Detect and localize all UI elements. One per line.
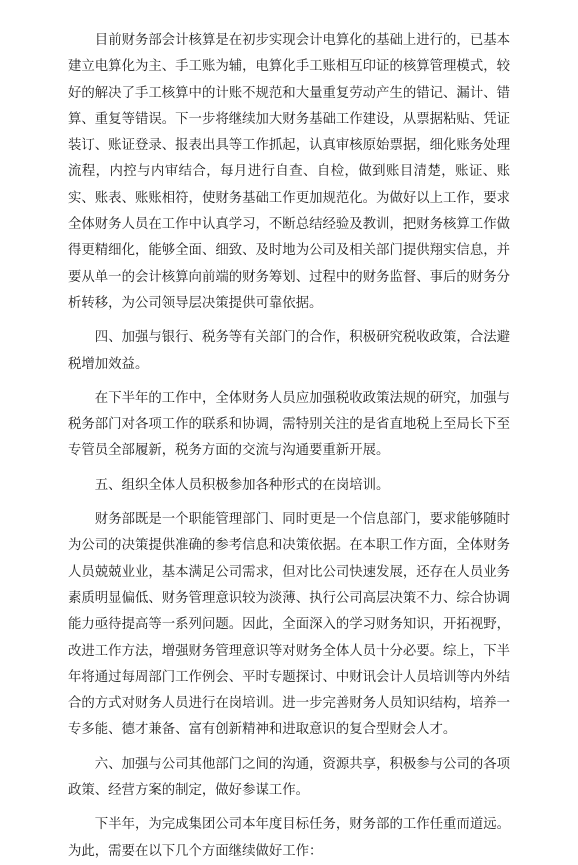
body-paragraph: 在下半年的工作中，全体财务人员应加强税收政策法规的研究，加强与税务部门对各项工作的联系和协调，需特别关注的是省直地税上至局长下至专管员全部履新，税务方面的交流与沟通要重新开展。 [68, 390, 510, 459]
body-paragraph: 财务部既是一个职能管理部门、同时更是一个信息部门，要求能够随时为公司的决策提供准确的参考信息和决策依据。在本职工作方面，全体财务人员兢兢业业，基本满足公司需求，但对比公司快速发展，还存在人员业务素质明显偏低、财务管理意识较为淡薄、执行公司高层决策不力、综合协调能力亟待提高等一系列问题。因此，全面深入的学习财务知识，开拓视野，改进工作方法，增强财务管理意识等对财务全体人员十分必要。综上，下半年将通过每周部门工作例会、平时专题探讨、中财讯会计人员培训等内外结合的方式对财务人员进行在岗培训。进一步完善财务人员知识结构，培养一专多能、德才兼备、富有创新精神和进取意识的复合型财会人才。 [68, 512, 510, 738]
section-heading: 六、加强与公司其他部门之间的沟通，资源共享，积极参与公司的各项政策、经营方案的制定，做好参谋工作。 [68, 756, 510, 799]
section-heading: 五、组织全体人员积极参加各种形式的在岗培训。 [94, 477, 390, 493]
body-paragraph: 目前财务部会计核算是在初步实现会计电算化的基础上进行的，已基本建立电算化为主、手工账为辅，电算化手工账相互印证的核算管理模式，较好的解决了手工核算中的计账不规范和大量重复劳动产生的错记、漏计、错算、重复等错误。下一步将继续加大财务基础工作建设，从票据粘贴、凭证装订、账证登录、报表出具等工作抓起，认真审核原始票据，细化账务处理流程，内控与内审结合，每月进行自查、自检，做到账目清楚，账证、账实、账表、账账相符，使财务基础工作更加规范化。为做好以上工作，要求全体财务人员在工作中认真学习，不断总结经验及教训，把财务核算工作做得更精细化，能够全面、细致、及时地为公司及相关部门提供翔实信息，并要从单一的会计核算向前端的财务筹划、过程中的财务监督、事后的财务分析转移，为公司领导层决策提供可靠依据。 [68, 33, 510, 311]
section-heading: 四、加强与银行、税务等有关部门的合作，积极研究税收政策，合法避税增加效益。 [68, 330, 510, 372]
body-paragraph: 下半年，为完成集团公司本年度目标任务，财务部的工作任重而道远。为此，需要在以下几个方面继续做好工作： [68, 817, 510, 859]
